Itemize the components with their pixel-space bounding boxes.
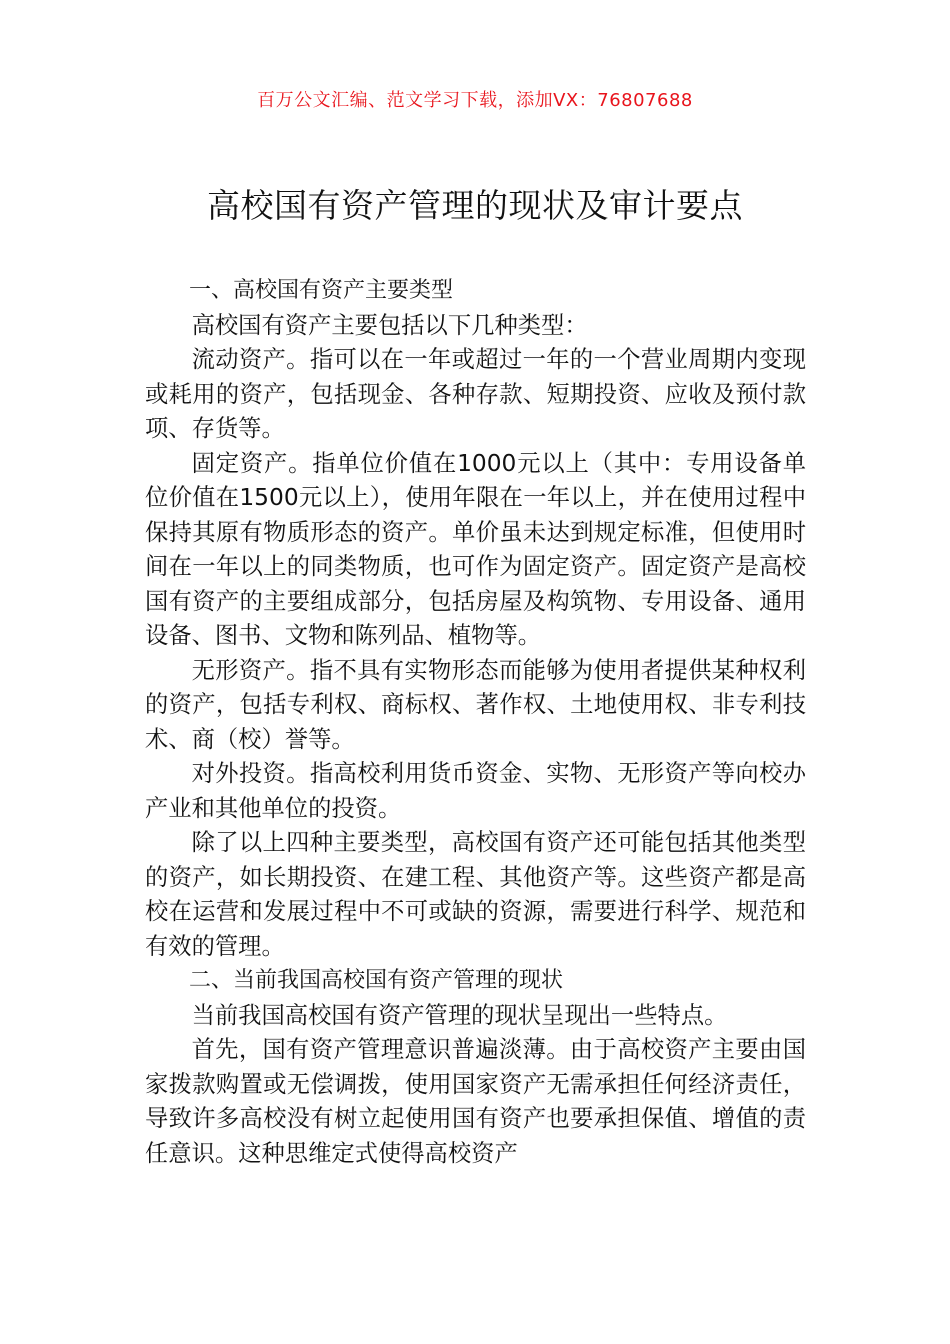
paragraph: 首先，国有资产管理意识普遍淡薄。由于高校资产主要由国家拨款购置或无偿调拨，使用国家资产无需承担任何经济责任，导致许多高校没有树立起使用国有资产也要承担保值、增值的责任意识。这种思维定式使得高校资产 (145, 1036, 806, 1167)
document-title: 高校国有资产管理的现状及审计要点 (207, 186, 743, 225)
paragraph: 高校国有资产主要包括以下几种类型： (191, 311, 588, 339)
section-heading: 二、当前我国高校国有资产管理的现状 (189, 968, 564, 993)
paragraph: 流动资产。指可以在一年或超过一年的一个营业周期内变现或耗用的资产，包括现金、各种存款、短期投资、应收及预付款项、存货等。 (145, 346, 806, 442)
paragraph: 除了以上四种主要类型，高校国有资产还可能包括其他类型的资产，如长期投资、在建工程、其他资产等。这些资产都是高校在运营和发展过程中不可或缺的资源，需要进行科学、规范和有效的管理。 (145, 829, 806, 960)
paragraph: 对外投资。指高校利用货币资金、实物、无形资产等向校办产业和其他单位的投资。 (145, 760, 806, 822)
header-note: 百万公文汇编、范文学习下载，添加VX：76807688 (257, 90, 693, 111)
paragraph: 无形资产。指不具有实物形态而能够为使用者提供某种权利的资产，包括专利权、商标权、著作权、土地使用权、非专利技术、商（校）誉等。 (145, 656, 806, 753)
paragraph: 固定资产。指单位价值在1000元以上（其中：专用设备单位价值在1500元以上），使用年限在一年以上，并在使用过程中保持其原有物质形态的资产。单价虽未达到规定标准，但使用时间在一年以上的同类物质，也可作为固定资产。固定资产是高校国有资产的主要组成部分，包括房屋及构筑物、专用设备、通用设备、图书、文物和陈列品、植物等。 (145, 449, 806, 649)
paragraph: 当前我国高校国有资产管理的现状呈现出一些特点。 (191, 1001, 728, 1029)
document-body (145, 274, 806, 1171)
section-heading: 一、高校国有资产主要类型 (189, 278, 454, 303)
